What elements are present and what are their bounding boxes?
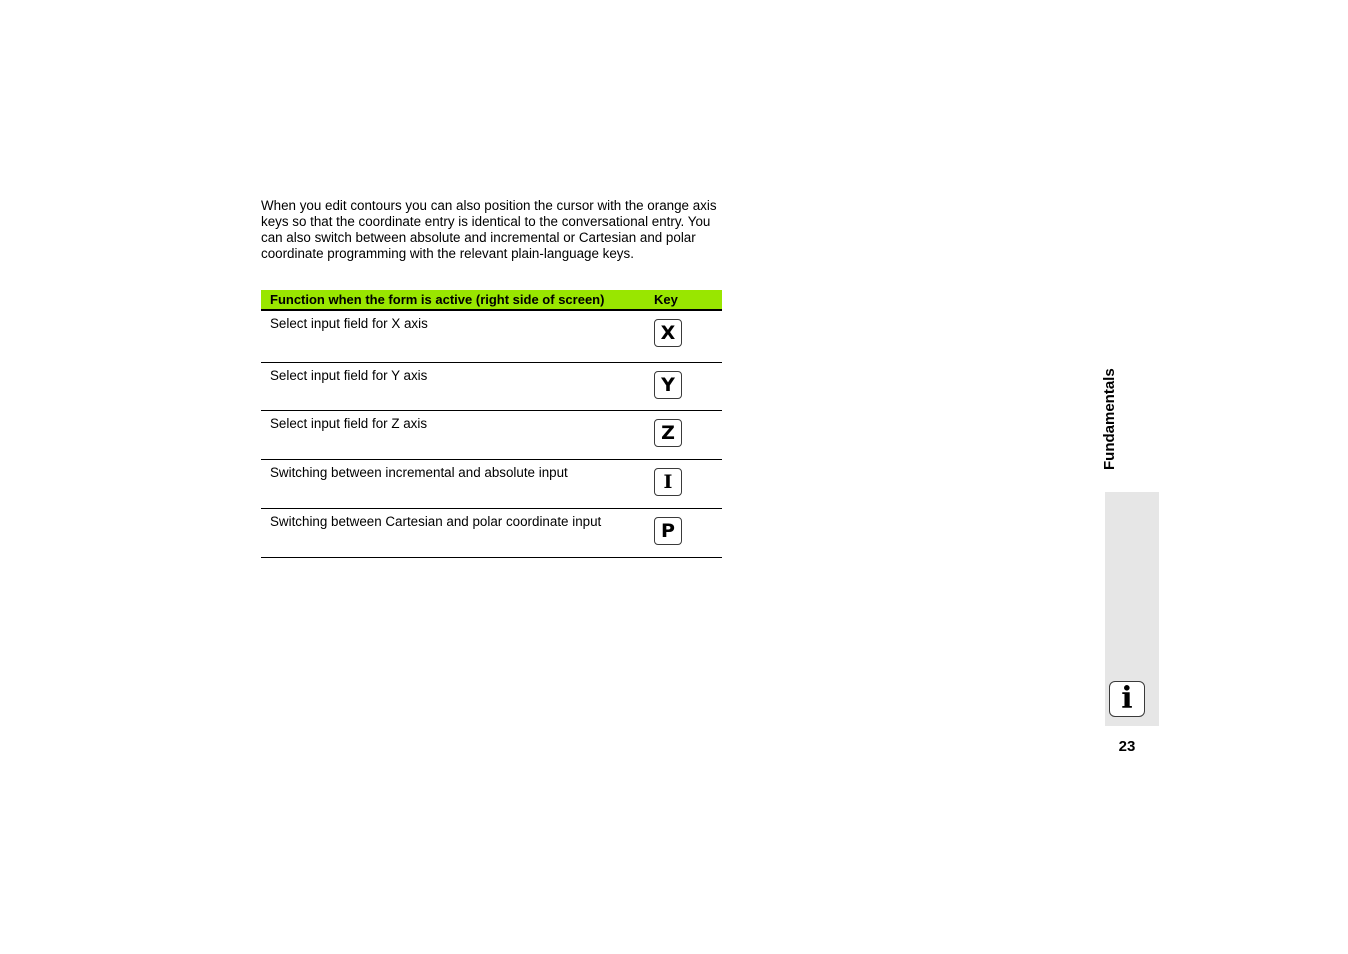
function-description: Select input field for Z axis [261,410,645,459]
table-header-row [261,290,722,310]
function-key-table [261,290,722,558]
y-axis-key-icon: Y [654,371,682,399]
function-description: Switching between incremental and absolute input [261,459,645,508]
info-icon: i [1109,681,1145,717]
function-description: Select input field for X axis [261,310,645,362]
z-axis-key-icon: Z [654,419,682,447]
x-axis-key-icon: X [654,319,682,347]
function-description: Switching between Cartesian and polar coordinate input [261,508,645,557]
table-row [261,310,722,362]
intro-paragraph: When you edit contours you can also position the cursor with the orange axis keys so that the coordinate entry is identical to the conversational entry. You can also switch between absolute and incremental or Cartesian and polar coordinate programming with the relevant plain-language keys. [261,198,717,261]
chapter-tab [1105,492,1159,726]
function-column-header: Function when the form is active (right side of screen) [261,290,645,310]
table-row [261,362,722,410]
table-row [261,410,722,459]
polar-key-icon: P [654,517,682,545]
table-row [261,508,722,557]
chapter-section-label: Fundamentals [1101,368,1118,470]
key-column-header: Key [645,290,722,310]
function-description: Select input field for Y axis [261,362,645,410]
incremental-key-icon: I [654,468,682,496]
table-row [261,459,722,508]
page-number: 23 [1118,738,1136,755]
